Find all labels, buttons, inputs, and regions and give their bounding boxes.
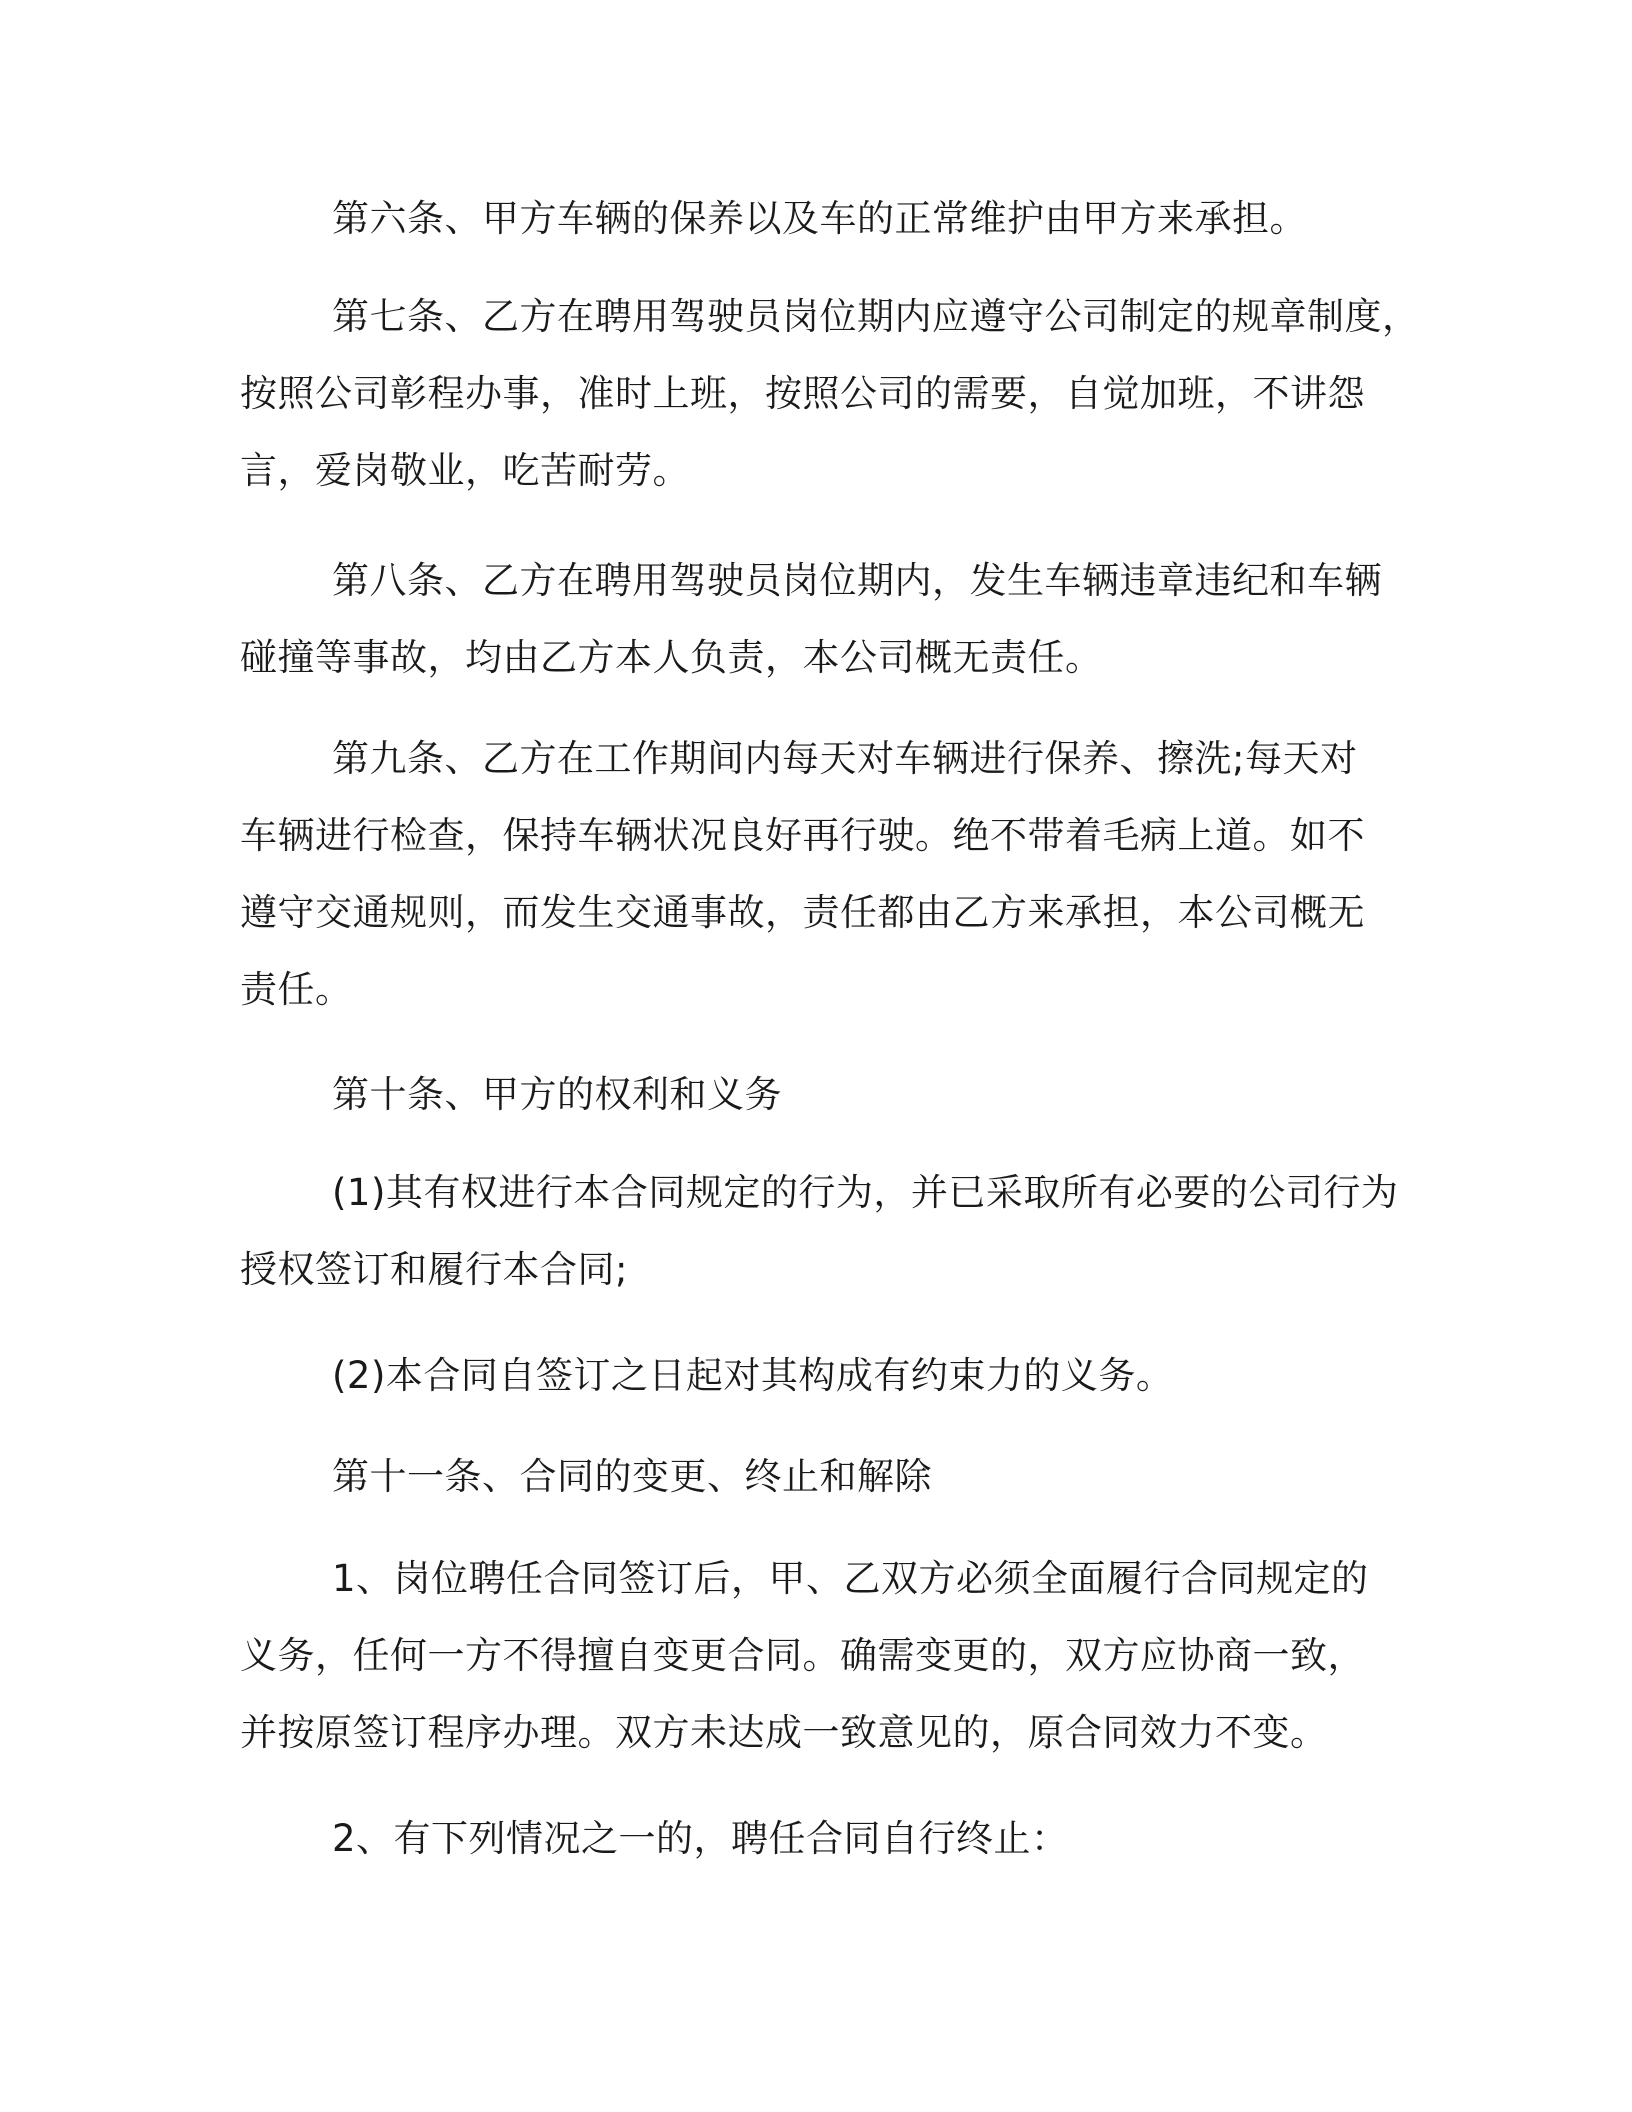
- clause-10-item-1: [240, 1154, 1420, 1308]
- text-line: 第九条、乙方在工作期间内每天对车辆进行保养、擦洗;每天对: [332, 737, 1358, 780]
- clause-10-item-2: [240, 1337, 1420, 1414]
- text-line: 2、有下列情况之一的，聘任合同自行终止：: [332, 1817, 1069, 1860]
- clause-6-paragraph: [240, 180, 1420, 257]
- text-line: 车辆进行检查，保持车辆状况良好再行驶。绝不带着毛病上道。如不: [240, 814, 1365, 857]
- text-line: 第六条、甲方车辆的保养以及车的正常维护由甲方来承担。: [332, 197, 1307, 240]
- text-line: (1)其有权进行本合同规定的行为，并已采取所有必要的公司行为: [332, 1171, 1399, 1214]
- text-line: 1、岗位聘任合同签订后，甲、乙双方必须全面履行合同规定的: [332, 1557, 1369, 1600]
- clause-11-item-2: [240, 1800, 1420, 1877]
- text-line: 第十一条、合同的变更、终止和解除: [332, 1455, 932, 1498]
- text-line: 并按原签订程序办理。双方未达成一致意见的，原合同效力不变。: [240, 1711, 1328, 1754]
- text-line: 碰撞等事故，均由乙方本人负责，本公司概无责任。: [240, 636, 1103, 679]
- text-line: 授权签订和履行本合同;: [240, 1248, 628, 1291]
- clause-8-paragraph: [240, 542, 1420, 696]
- text-line: 第十条、甲方的权利和义务: [332, 1073, 782, 1116]
- clause-9-paragraph: [240, 720, 1420, 1028]
- text-line: 第七条、乙方在聘用驾驶员岗位期内应遵守公司制定的规章制度，: [332, 295, 1420, 338]
- text-line: 第八条、乙方在聘用驾驶员岗位期内，发生车辆违章违纪和车辆: [332, 559, 1382, 602]
- text-line: 遵守交通规则，而发生交通事故，责任都由乙方来承担，本公司概无: [240, 891, 1365, 934]
- clause-10-heading: [240, 1056, 1420, 1133]
- clause-11-item-1: [240, 1540, 1420, 1771]
- text-line: 按照公司彰程办事，准时上班，按照公司的需要，自觉加班，不讲怨: [240, 372, 1365, 415]
- text-line: 言，爱岗敬业，吃苦耐劳。: [240, 449, 690, 492]
- clause-7-paragraph: [240, 278, 1420, 509]
- text-line: 义务，任何一方不得擅自变更合同。确需变更的，双方应协商一致，: [240, 1634, 1365, 1677]
- clause-11-heading: [240, 1438, 1420, 1515]
- text-line: (2)本合同自签订之日起对其构成有约束力的义务。: [332, 1354, 1174, 1397]
- text-line: 责任。: [240, 968, 353, 1011]
